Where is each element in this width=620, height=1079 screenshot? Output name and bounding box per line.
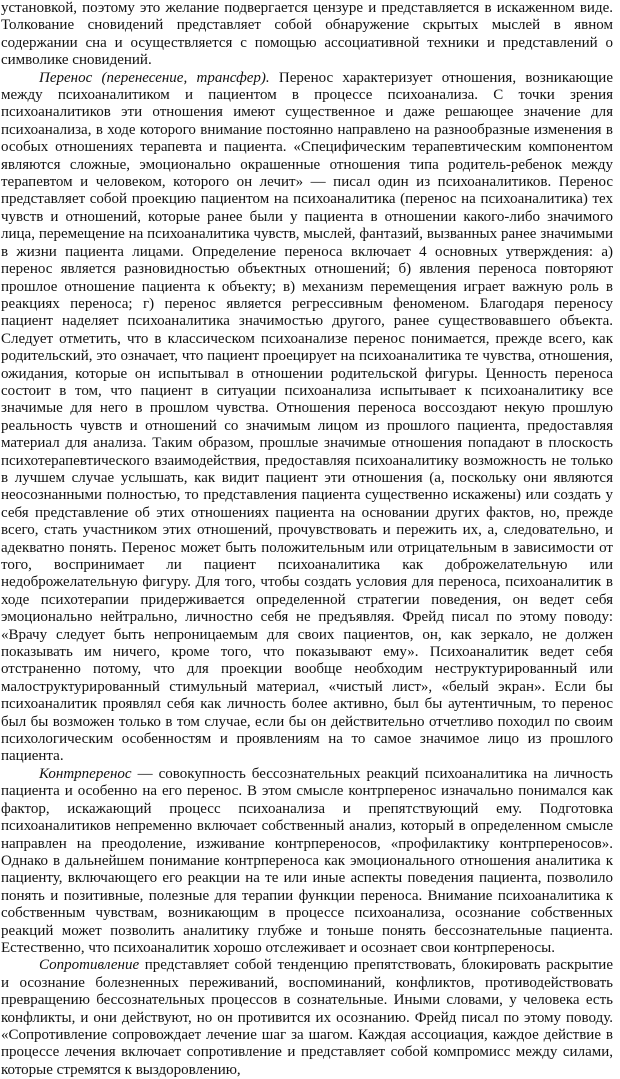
term-countertransference: Контрперенос — [39, 765, 132, 782]
term-resistance: Сопротивление — [39, 957, 140, 974]
paragraph-dream-interpretation-end — [1, 0, 613, 70]
paragraph-text: Перенос характеризует отношения, возникающие между психоаналитиком и пациентом в процессе психоанализа. С точки зрения психоаналитиков эти отношения имеют существенное и даже решающее значение для психоанализа, в ходе которого внимание постоянно направлено на разнообразные изменения в особых отношениях терапевта и пациента. «Специфическим терапевтическим компонентом являются сложные, эмоционально окрашенные отношения типа родитель-ребенок между терапевтом и человеком, которого он лечит» — писал один из психоаналитиков. Перенос представляет собой проекцию пациентом на психоаналитика (перенос на психоаналитика) тех чувств и отношений, которые ранее были у пациента в отношении какого-либо значимого лица, перемещение на психоаналитика чувств, мыслей, фантазий, вызванных ранее значимыми в жизни пациента лицами. Определение переноса включает 4 основных утверждения: а) перенос является разновидностью объектных отношений; б) явления переноса повторяют прошлое отношение пациента к объекту; в) механизм перемещения играет важную роль в реакциях переноса; г) перенос является регрессивным феноменом. Благодаря переносу пациент наделяет психоаналитика значимостью другого, ранее существовавшего объекта. Следует отметить, что в классическом психоанализе перенос понимается, прежде всего, как родительский, это означает, что пациент проецирует на психоаналитика те чувства, отношения, ожидания, которые он испытывал в отношении родительской фигуры. Ценность переноса состоит в том, что пациент в ситуации психоанализа испытывает к психоаналитику все значимые для него в прошлом чувства. Отношения переноса воссоздают некую прошлую реальность чувств и отношений со значимым лицом из прошлого пациента, предоставляя материал для анализа. Таким образом, прошлые значимые отношения попадают в плоскость психотерапевтического взаимодействия, предоставляя психоаналитику возможность не только в лучшем случае услышать, как видит пациент эти отношения (а, поскольку они являются неосознанными полностью, то представления пациента существенно искажены) или создать у себя представление об этих отношениях пациента на основании других фактов, но, прежде всего, стать участником этих отношений, прочувствовать и пережить их, а, следовательно, и адекватно понять. Перенос может быть положительным или отрицательным в зависимости от того, воспринимает ли пациент психоаналитика как доброжелательную или недоброжелательную фигуру. Для того, чтобы создать условия для переноса, психоаналитик в ходе психотерапии придерживается определенной стратегии поведения, он ведет себя эмоционально нейтрально, личностно себя не предъявляя. Фрейд писал по этому поводу: «Врачу следует быть непроницаемым для своих пациентов, он, как зеркало, не должен показывать им ничего, кроме того, что показывают ему». Психоаналитик ведет себя отстраненно потому, что для проекции вообще необходим неструктурированный или малоструктурированный стимульный материал, «чистый лист», «белый экран». Если бы психоаналитик проявлял себя как личность более активно, был бы аутентичным, то перенос был бы возможен только в том случае, если бы он действительно отчетливо походил по своим психологическим особенностям и проявлениям на то самое значимое лицо из прошлого пациента. — [1, 69, 613, 765]
paragraph-text: установкой, поэтому это желание подвергается цензуре и представляется в искаженном виде. Толкование сновидений представляет собой обнаружение скрытых мыслей в явном содержании сна и осуществляется с помощью ассоциативной техники и представлений о символике сновидений. — [1, 0, 613, 69]
paragraph-text: — совокупность бессознательных реакций психоаналитика на личность пациента и особенно на его перенос. В этом смысле контрперенос изначально понимался как фактор, искажающий процесс психоанализа и препятствующий ему. Подготовка психоаналитиков непременно включает собственный анализ, который в определенном смысле направлен на преодоление, изживание контрпереносов, «профилактику контрпереносов». Однако в дальнейшем понимание контрпереноса как эмоционального отношения аналитика к пациенту, включающего его реакции на те или иные аспекты поведения пациента, позволило понять и позитивные, полезные для терапии функции переноса. Внимание психоаналитика к собственным чувствам, возникающим в процессе психоанализа, осознание собственных реакций может позволить аналитику глубже и тоньше понять бессознательные пациента. Естественно, что психоаналитик хорошо отслеживает и осознает свои контрпереносы. — [1, 765, 613, 956]
paragraph-transference — [1, 70, 613, 766]
paragraph-resistance — [1, 957, 613, 1079]
term-transference: Перенос (перенесение, трансфер). — [39, 69, 270, 86]
paragraph-text: представляет собой тенденцию препятствовать, блокировать раскрытие и осознание болезненных переживаний, воспоминаний, конфликтов, противодействовать превращению бессознательных процессов в сознательные. Иными словами, у человека есть конфликты, и они действуют, но он противится их осознанию. Фрейд писал по этому поводу. «Сопротивление сопровождает лечение шаг за шагом. Каждая ассоциация, каждое действие в процессе лечения включает сопротивление и представляет собой компромисс между силами, которые стремятся к выздоровлению, — [1, 957, 613, 1078]
paragraph-countertransference — [1, 766, 613, 957]
